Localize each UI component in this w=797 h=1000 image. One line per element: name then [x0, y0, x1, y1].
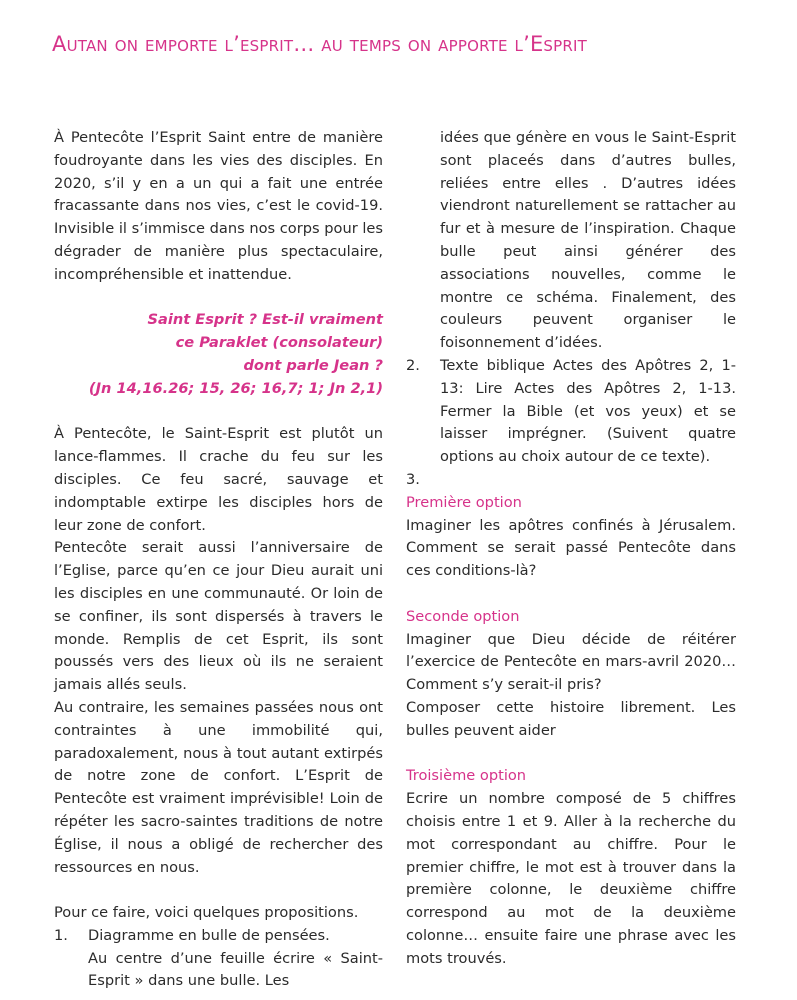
option-1-text: Imaginer les apôtres confinés à Jérusalem. Comment se serait passé Pentecôte dans ces conditions-là?	[406, 516, 736, 580]
list-number-2: 2.	[406, 356, 420, 374]
option-2-text-2: Composer cette histoire librement. Les bulles peuvent aider	[406, 698, 736, 739]
list-item-1-text: Au centre d’une feuille écrire « Saint-Esprit » dans une bulle. Les	[88, 949, 383, 990]
paragraph-propositions: Pour ce faire, voici quelques propositions.	[54, 904, 359, 922]
paragraph-anniversaire: Pentecôte serait aussi l’anniversaire de l’Eglise, parce qu’en ce jour Dieu aurait uni les disciples en une communauté. Or loin de se confiner, ils sont dispersés à travers le monde. Remplis de cet Esprit, ils sont poussés vers des lieux où ils ne seraient jamais allés seuls.	[54, 539, 383, 694]
option-2-heading: Seconde option	[406, 607, 520, 625]
list-item-1-continued: idées que génère en vous le Saint-Esprit sont placeés dans d’autres bulles, reliées entre elles . D’autres idées viendront naturellement se rattacher au fur et à mesure de l’inspiration. Chaque bulle peut ainsi générer des associations nouvelles, comme le montre ce schéma. Finalement, des couleurs peuvent organiser le foisonnement d’idées.	[440, 129, 736, 352]
quote-line-2: ce Paraklet (consolateur)	[175, 334, 383, 352]
list-number-1: 1.	[54, 926, 68, 944]
right-column	[406, 127, 736, 970]
list-number-3: 3.	[406, 470, 420, 488]
quote-reference: (Jn 14,16.26; 15, 26; 16,7; 1; Jn 2,1)	[88, 379, 383, 397]
paragraph-lance-flammes: À Pentecôte, le Saint-Esprit est plutôt un lance-flammes. Il crache du feu sur les disciples. Ce feu sacré, sauvage et indomptable extirpe les disciples hors de leur zone de confort.	[54, 425, 383, 534]
quote-line-1: Saint Esprit ? Est-il vraiment	[147, 311, 383, 329]
intro-paragraph: À Pentecôte l’Esprit Saint entre de manière foudroyante dans les vies des disciples. En 2020, s’il y en a un qui a fait une entrée fracassante dans nos vies, c’est le covid-19. Invisible il s’immisce dans nos corps pour les dégrader de manière plus spectaculaire, incompréhensible et inattendue.	[54, 129, 383, 283]
list-item-1-title: Diagramme en bulle de pensées.	[88, 926, 330, 944]
option-2-text: Imaginer que Dieu décide de réitérer l’exercice de Pentecôte en mars-avril 2020… Comment s’y serait-il pris?	[406, 630, 736, 694]
left-column	[54, 127, 383, 993]
quote-line-3: dont parle Jean ?	[243, 356, 383, 374]
option-3-text: Ecrire un nombre composé de 5 chiffres choisis entre 1 et 9. Aller à la recherche du mot correspondant au chiffre. Pour le premier chiffre, le mot est à trouver dans la première colonne, le deuxième chiffre correspond au mot de la deuxième colonne… ensuite faire une phrase avec les mots trouvés.	[406, 790, 736, 967]
list-item-2-text: Texte biblique Actes des Apôtres 2, 1-13: Lire Actes des Apôtres 2, 1-13. Fermer la Bible (et vos yeux) et se laisser imprégner. (Suivent quatre options au choix autour de ce texte).	[440, 356, 736, 466]
list-item-1	[54, 925, 383, 948]
page-title: Autan on emporte l’esprit… au temps on apporte l’Esprit	[52, 32, 588, 56]
paragraph-au-contraire: Au contraire, les semaines passées nous ont contraintes à une immobilité qui, paradoxalement, nous à tout autant extirpés de notre zone de confort. L’Esprit de Pentecôte est vraiment imprévisible! Loin de répéter les sacro-saintes traditions de notre Église, il nous a obligé de rechercher des ressources en nous.	[54, 698, 383, 876]
option-3-heading: Troisième option	[406, 767, 527, 785]
list-item-2	[406, 355, 736, 469]
option-1-heading: Première option	[406, 493, 522, 511]
